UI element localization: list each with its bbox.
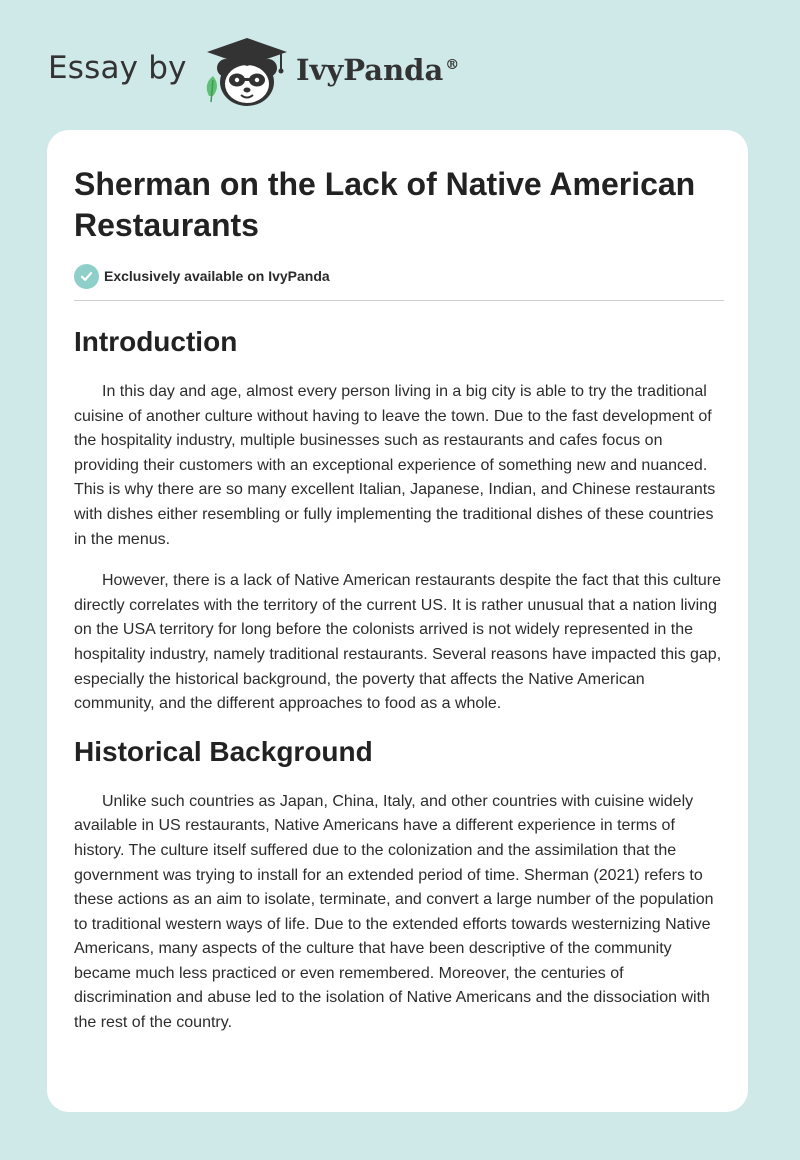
paragraph: However, there is a lack of Native American restaurants despite the fact that this culture directly correlates with the territory of the current US. It is rather unusual that a nation living on the USA territory for long before the colonists arrived is not widely represented in the hospitality industry, namely traditional restaurants. Several reasons have impacted this gap, especially the historical background, the poverty that affects the Native American community, and the different approaches to food as a whole. [74,572,722,713]
exclusive-text: Exclusively available on IvyPanda [104,268,330,284]
paragraph: In this day and age, almost every person living in a big city is able to try the traditional cuisine of another culture without having to leave the town. Due to the fast development of the hospitality industry, multiple businesses such as restaurants and cafes focus on providing their customers with an exceptional experience of something new and nuanced. This is why there are so many excellent Italian, Japanese, Indian, and Chinese restaurants with dishes either resembling or fully implementing the traditional dishes of these countries in the menus. [74,383,716,548]
check-icon [74,264,99,289]
panda-graduate-icon[interactable] [201,36,293,108]
title-line-1: Sherman on the Lack of Native American [74,166,696,202]
exclusive-badge [74,263,724,289]
essay-card [47,130,748,1112]
paragraph: Unlike such countries as Japan, China, Italy, and other countries with cuisine widely available in US restaurants, Native Americans have a different experience in terms of history. The culture itself suffered due to the colonization and the assimilation that the government was trying to install for an extended period of time. Sherman (2021) refers to these actions as an aim to isolate, terminate, and convert a large number of the population to traditional western ways of life. Due to the extended efforts towards westernizing Native Americans, many aspects of the culture that have been descriptive of the community became much less practiced or even remembered. Moreover, the centuries of discrimination and abuse led to the isolation of Native Americans and the dissociation with the rest of the country. [74,792,714,1032]
ivypanda-brand[interactable] [296,53,459,87]
title-line-2: Restaurants [74,207,259,243]
registered-mark: ® [445,57,460,74]
essay-content [74,130,724,1036]
brand-text: IvyPanda [296,53,444,87]
title-divider [74,300,724,301]
section-heading-historical-background: Historical Background [74,735,373,767]
site-header [0,0,800,128]
essay-by-label: Essay by [48,50,187,86]
section-heading-introduction: Introduction [74,326,238,357]
essay-title [74,164,724,246]
